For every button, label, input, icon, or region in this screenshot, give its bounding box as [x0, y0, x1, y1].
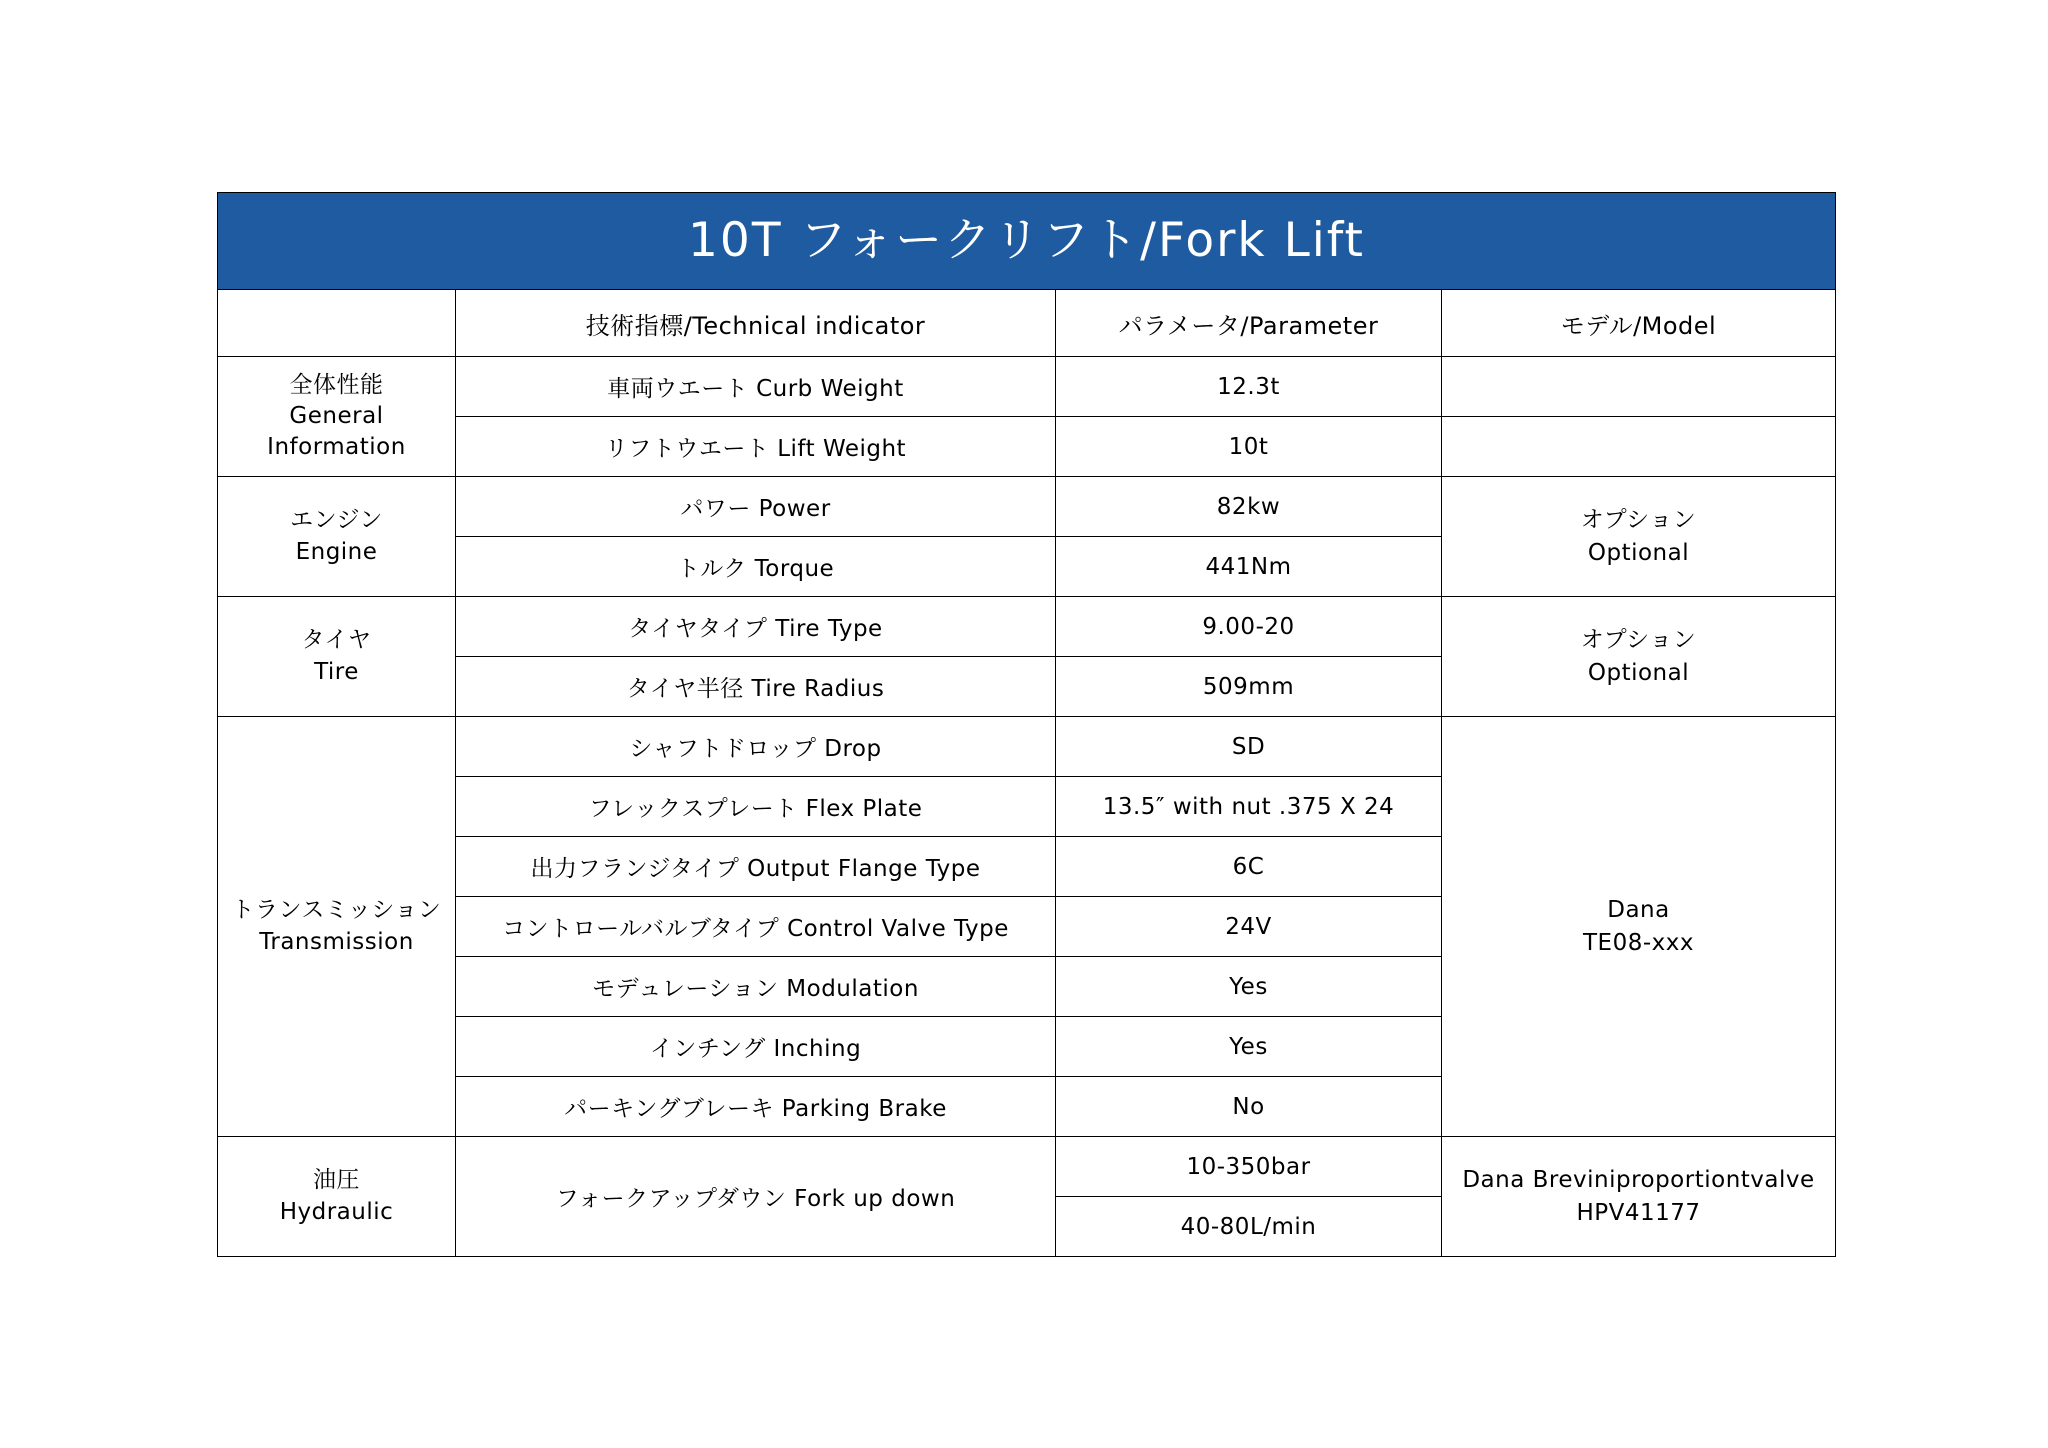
parameter-cell: 509mm: [1056, 657, 1442, 717]
indicator-cell: タイヤタイプ Tire Type: [456, 597, 1056, 657]
table-row: [218, 477, 1836, 537]
group-label-en-1: General: [289, 402, 384, 429]
model-line-en: Optional: [1587, 539, 1690, 566]
parameter-cell: 441Nm: [1056, 537, 1442, 597]
table-row: [218, 597, 1836, 657]
group-label-jp: 全体性能: [289, 371, 384, 398]
group-label-jp: 油圧: [313, 1167, 360, 1194]
indicator-cell: 車両ウエート Curb Weight: [456, 357, 1056, 417]
indicator-cell: パーキングブレーキ Parking Brake: [456, 1077, 1056, 1137]
group-label-en-1: Hydraulic: [279, 1198, 394, 1225]
indicator-cell: インチング Inching: [456, 1017, 1056, 1077]
table-row: [218, 717, 1836, 777]
indicator-cell: シャフトドロップ Drop: [456, 717, 1056, 777]
group-label-general-information: [218, 357, 456, 477]
group-label-jp: トランスミッション: [231, 897, 442, 924]
model-cell-tire: [1442, 597, 1836, 717]
indicator-cell: トルク Torque: [456, 537, 1056, 597]
model-cell-general-information: [1442, 357, 1836, 417]
document-title-cell: [218, 193, 1836, 290]
table-row: [218, 357, 1836, 417]
model-line-en: HPV41177: [1576, 1199, 1701, 1226]
header-parameter: パラメータ/Parameter: [1056, 290, 1442, 357]
group-label-hydraulic: [218, 1137, 456, 1257]
model-line-en: Optional: [1587, 659, 1690, 686]
indicator-cell: 出力フランジタイプ Output Flange Type: [456, 837, 1056, 897]
header-model: モデル/Model: [1442, 290, 1836, 357]
parameter-cell: Yes: [1056, 1017, 1442, 1077]
group-label-en-1: Transmission: [259, 928, 414, 955]
model-cell-general-information-2: [1442, 417, 1836, 477]
indicator-cell: フォークアップダウン Fork up down: [456, 1137, 1056, 1257]
model-line-jp: オプション: [1580, 507, 1697, 534]
parameter-cell: SD: [1056, 717, 1442, 777]
header-technical-indicator: 技術指標/Technical indicator: [456, 290, 1056, 357]
specification-table: [217, 192, 1836, 1257]
group-label-tire: [218, 597, 456, 717]
indicator-cell: フレックスプレート Flex Plate: [456, 777, 1056, 837]
parameter-cell: 6C: [1056, 837, 1442, 897]
group-label-jp: エンジン: [290, 507, 383, 534]
table-row: [218, 417, 1836, 477]
parameter-cell: 9.00-20: [1056, 597, 1442, 657]
model-cell-engine: [1442, 477, 1836, 597]
model-line-jp: Dana Breviniproportiontvalve: [1462, 1167, 1815, 1194]
parameter-cell: 82kw: [1056, 477, 1442, 537]
table-row: [218, 1137, 1836, 1197]
indicator-cell: モデュレーション Modulation: [456, 957, 1056, 1017]
model-line-en: TE08-xxx: [1583, 929, 1694, 956]
group-label-jp: タイヤ: [301, 627, 372, 654]
group-label-transmission: [218, 717, 456, 1137]
parameter-cell: Yes: [1056, 957, 1442, 1017]
indicator-cell: パワー Power: [456, 477, 1056, 537]
model-line-jp: Dana: [1607, 897, 1670, 924]
group-label-en-1: Engine: [295, 538, 378, 565]
table-header-row: [218, 290, 1836, 357]
model-line-jp: オプション: [1580, 627, 1697, 654]
parameter-cell: 13.5″ with nut .375 X 24: [1056, 777, 1442, 837]
parameter-cell: No: [1056, 1077, 1442, 1137]
parameter-cell: 12.3t: [1056, 357, 1442, 417]
document-title: 10T フォークリフト/Fork Lift: [688, 213, 1365, 269]
parameter-cell: 40-80L/min: [1056, 1197, 1442, 1257]
group-label-engine: [218, 477, 456, 597]
indicator-cell: コントロールバルブタイプ Control Valve Type: [456, 897, 1056, 957]
parameter-cell: 10-350bar: [1056, 1137, 1442, 1197]
parameter-cell: 10t: [1056, 417, 1442, 477]
parameter-cell: 24V: [1056, 897, 1442, 957]
indicator-cell: リフトウエート Lift Weight: [456, 417, 1056, 477]
group-label-en-2: Information: [267, 434, 406, 461]
header-blank: [218, 290, 456, 357]
group-label-en-1: Tire: [314, 658, 359, 685]
model-cell-hydraulic: [1442, 1137, 1836, 1257]
table-title-row: [218, 193, 1836, 290]
indicator-cell: タイヤ半径 Tire Radius: [456, 657, 1056, 717]
model-cell-transmission: [1442, 717, 1836, 1137]
